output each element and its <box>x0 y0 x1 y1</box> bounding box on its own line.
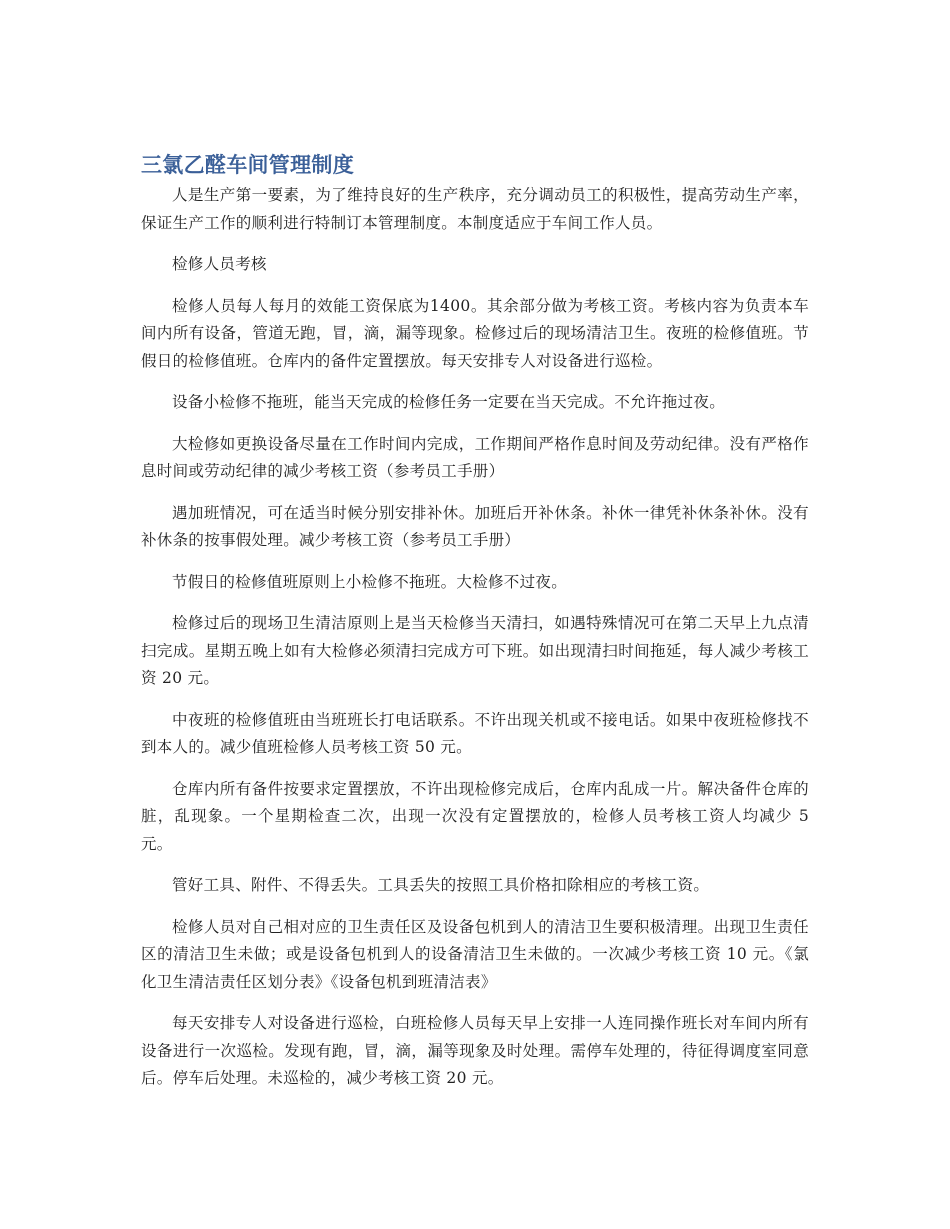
paragraph: 节假日的检修值班原则上小检修不拖班。大检修不过夜。 <box>172 572 568 591</box>
paragraph: 检修人员对自己相对应的卫生责任区及设备包机到人的清洁卫生要积极清理。出现卫生责任区的清洁卫生未做；或是设备包机到人的设备清洁卫生未做的。一次减少考核工资 10 元。《氯化卫生清洁责任区划分表》《设备包机到班清洁表》 <box>141 917 809 991</box>
document-title: 三氯乙醛车间管理制度 <box>141 153 354 177</box>
paragraph: 仓库内所有备件按要求定置摆放，不许出现检修完成后，仓库内乱成一片。解决备件仓库的脏，乱现象。一个星期检查二次，出现一次没有定置摆放的，检修人员考核工资人均减少 5 元。 <box>141 779 809 853</box>
paragraph: 设备小检修不拖班，能当天完成的检修任务一定要在当天完成。不允许拖过夜。 <box>172 393 726 411</box>
paragraph: 中夜班的检修值班由当班班长打电话联系。不许出现关机或不接电话。如果中夜班检修找不到本人的。减少值班检修人员考核工资 50 元。 <box>141 710 809 756</box>
paragraph: 检修人员每人每月的效能工资保底为1400。其余部分做为考核工资。考核内容为负责本车间内所有设备，管道无跑，冒，滴，漏等现象。检修过后的现场清洁卫生。夜班的检修值班。节假日的检修值班。仓库内的备件定置摆放。每天安排专人对设备进行巡检。 <box>141 296 809 370</box>
paragraph: 检修过后的现场卫生清洁原则上是当天检修当天清扫，如遇特殊情况可在第二天早上九点清扫完成。星期五晚上如有大检修必须清扫完成方可下班。如出现清扫时间拖延，每人减少考核工资 20 元。 <box>141 614 809 687</box>
section-heading: 检修人员考核 <box>172 255 267 273</box>
intro-paragraph: 人是生产第一要素，为了维持良好的生产秩序，充分调动员工的积极性，提高劳动生产率，保证生产工作的顺利进行特制订本管理制度。本制度适应于车间工作人员。 <box>141 186 809 232</box>
paragraph: 大检修如更换设备尽量在工作时间内完成，工作期间严格作息时间及劳动纪律。没有严格作息时间或劳动纪律的减少考核工资（参考员工手册） <box>141 434 809 480</box>
paragraph: 管好工具、附件、不得丢失。工具丢失的按照工具价格扣除相应的考核工资。 <box>172 876 710 894</box>
paragraph: 每天安排专人对设备进行巡检，白班检修人员每天早上安排一人连同操作班长对车间内所有设备进行一次巡检。发现有跑，冒，滴，漏等现象及时处理。需停车处理的，待征得调度室同意后。停车后处理。未巡检的，减少考核工资 20 元。 <box>141 1014 809 1087</box>
paragraph: 遇加班情况，可在适当时候分别安排补休。加班后开补休条。补休一律凭补休条补休。没有补休条的按事假处理。减少考核工资（参考员工手册） <box>141 503 809 549</box>
document-page <box>141 150 809 1107</box>
